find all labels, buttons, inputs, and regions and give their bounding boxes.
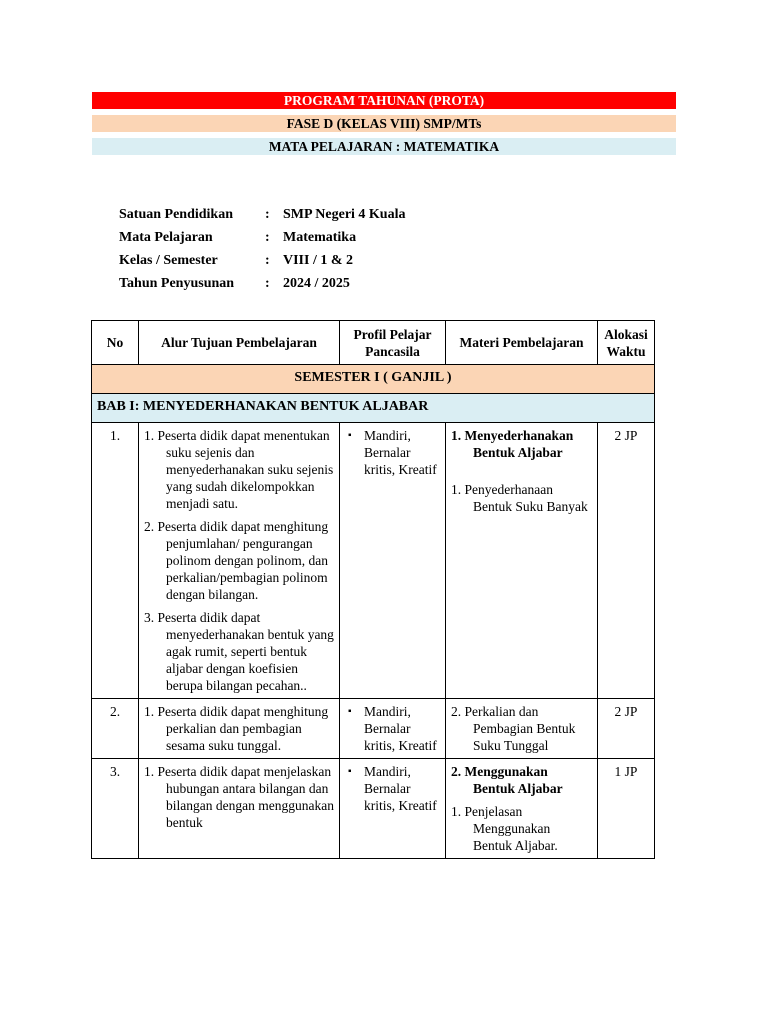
document-title: PROGRAM TAHUNAN (PROTA) [92, 92, 676, 109]
materi-subitem: 1. Penjelasan Menggunakan Bentuk Aljabar. [451, 804, 558, 853]
tujuan-cell [139, 759, 340, 859]
tujuan-item: 2. Peserta didik dapat menghitung penjumlahan/ pengurangan polinom dengan polinom, dan perkalian/pembagian polinom dengan bilangan. [144, 519, 329, 602]
chapter-row [92, 394, 655, 423]
semester-label: SEMESTER I ( GANJIL ) [92, 365, 655, 394]
tujuan-item: 1. Peserta didik dapat menjelaskan hubungan antara bilangan dan bilangan dengan menggunakan bentuk [144, 764, 334, 830]
tujuan-cell [139, 423, 340, 699]
materi-subitem: 1. Penyederhanaan Bentuk Suku Banyak [451, 482, 588, 514]
header-materi: Materi Pembelajaran [446, 321, 598, 365]
info-row-tahun [119, 274, 406, 297]
tujuan-item: 3. Peserta didik dapat menyederhanakan bentuk yang agak rumit, seperti bentuk aljabar dengan koefisien berupa bilangan pecahan.. [144, 610, 334, 693]
materi-cell [446, 759, 598, 859]
alokasi-cell: 2 JP [598, 699, 655, 759]
info-value: SMP Negeri 4 Kuala [283, 207, 406, 222]
info-value: 2024 / 2025 [283, 276, 350, 291]
semester-row [92, 365, 655, 394]
alokasi-cell: 2 JP [598, 423, 655, 699]
profil-cell [340, 423, 446, 699]
row-number: 3. [92, 759, 139, 859]
header-profil: Profil Pelajar Pancasila [340, 321, 446, 365]
info-colon: : [265, 253, 270, 268]
materi-heading: 2. Menggunakan Bentuk Aljabar [451, 764, 563, 796]
materi-heading: 1. Menyederhanakan Bentuk Aljabar [451, 428, 574, 460]
profil-text: Mandiri, Bernalar kritis, Kreatif [364, 428, 437, 477]
tujuan-item: 1. Peserta didik dapat menentukan suku sejenis dan menyederhanakan suku sejenis yang sudah dikelompokkan menjadi satu. [144, 428, 334, 511]
table-row [92, 699, 655, 759]
info-row-kelas [119, 251, 406, 274]
header-alur: Alur Tujuan Pembelajaran [139, 321, 340, 365]
info-label: Kelas / Semester [119, 253, 218, 268]
table-header-row [92, 321, 655, 365]
tujuan-item: 1. Peserta didik dapat menghitung perkalian dan pembagian sesama suku tunggal. [144, 704, 329, 753]
profil-cell [340, 759, 446, 859]
info-row-mapel [119, 228, 406, 251]
info-value: Matematika [283, 230, 357, 245]
header-no: No [92, 321, 139, 365]
profil-text: Mandiri, Bernalar kritis, Kreatif [364, 764, 437, 813]
identity-block [119, 205, 406, 297]
fase-heading: FASE D (KELAS VIII) SMP/MTs [92, 115, 676, 132]
row-number: 1. [92, 423, 139, 699]
materi-subitem: 2. Perkalian dan Pembagian Bentuk Suku Tunggal [451, 704, 576, 753]
tujuan-cell [139, 699, 340, 759]
square-bullet-icon: ▪ [348, 766, 352, 777]
profil-text: Mandiri, Bernalar kritis, Kreatif [364, 704, 437, 753]
profil-cell [340, 699, 446, 759]
header-alokasi: Alokasi Waktu [598, 321, 655, 365]
info-label: Mata Pelajaran [119, 230, 213, 245]
row-number: 2. [92, 699, 139, 759]
square-bullet-icon: ▪ [348, 706, 352, 717]
materi-cell [446, 699, 598, 759]
info-colon: : [265, 276, 270, 291]
info-colon: : [265, 230, 270, 245]
info-colon: : [265, 207, 270, 222]
info-label: Tahun Penyusunan [119, 276, 235, 291]
table-row [92, 759, 655, 859]
materi-cell [446, 423, 598, 699]
info-label: Satuan Pendidikan [119, 207, 233, 222]
alokasi-cell: 1 JP [598, 759, 655, 859]
square-bullet-icon: ▪ [348, 430, 352, 441]
prota-table [91, 320, 655, 859]
info-value: VIII / 1 & 2 [283, 253, 354, 268]
chapter-label: BAB I: MENYEDERHANAKAN BENTUK ALJABAR [92, 394, 655, 423]
info-row-satuan [119, 205, 406, 228]
table-row [92, 423, 655, 699]
subject-heading: MATA PELAJARAN : MATEMATIKA [92, 138, 676, 155]
